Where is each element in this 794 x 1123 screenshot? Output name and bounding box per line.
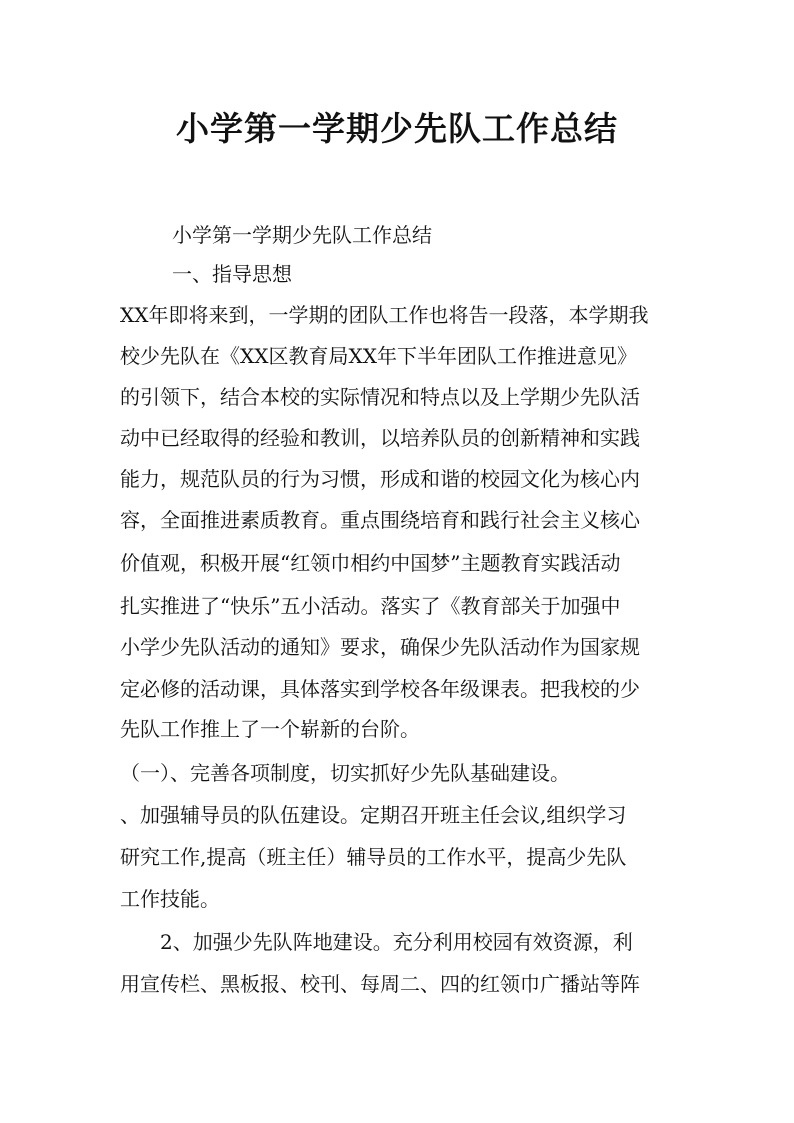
paragraph-line: 、加强辅导员的队伍建设。定期召开班主任会议,组织学习 — [120, 803, 627, 827]
paragraph-line: XX年即将来到，一学期的团队工作也将告一段落，本学期我 — [120, 303, 649, 327]
paragraph-line: 扎实推进了“快乐”五小活动。落实了《教育部关于加强中 — [120, 594, 621, 618]
section-heading: 一、指导思想 — [172, 262, 292, 286]
paragraph-line: 价值观，积极开展“红领巾相约中国梦”主题教育实践活动 — [120, 551, 621, 575]
paragraph-line: 先队工作推上了一个崭新的台阶。 — [120, 717, 420, 741]
paragraph-line: 研究工作,提高（班主任）辅导员的工作水平，提高少先队 — [120, 845, 627, 869]
paragraph-line: 用宣传栏、黑板报、校刊、每周二、四的红领巾广播站等阵 — [120, 972, 640, 996]
paragraph-line: 容，全面推进素质教育。重点围绕培育和践行社会主义核心 — [120, 508, 640, 532]
paragraph-line: 的引领下，结合本校的实际情况和特点以及上学期少先队活 — [120, 385, 640, 409]
paragraph-line: 动中已经取得的经验和教训，以培养队员的创新精神和实践 — [120, 426, 640, 450]
subsection-heading: （一）、完善各项制度，切实抓好少先队基础建设。 — [120, 761, 570, 785]
document-title: 小学第一学期少先队工作总结 — [176, 109, 618, 148]
paragraph-line: 2、加强少先队阵地建设。充分利用校园有效资源，利 — [160, 930, 633, 954]
paragraph-line: 能力，规范队员的行为习惯，形成和谐的校园文化为核心内 — [120, 467, 640, 491]
paragraph-line: 工作技能。 — [120, 887, 220, 911]
subtitle-line: 小学第一学期少先队工作总结 — [172, 223, 432, 247]
paragraph-line: 校少先队在《XX区教育局XX年下半年团队工作推进意见》 — [120, 344, 637, 368]
paragraph-line: 小学少先队活动的通知》要求，确保少先队活动作为国家规 — [120, 635, 640, 659]
paragraph-line: 定必修的活动课，具体落实到学校各年级课表。把我校的少 — [120, 677, 640, 701]
